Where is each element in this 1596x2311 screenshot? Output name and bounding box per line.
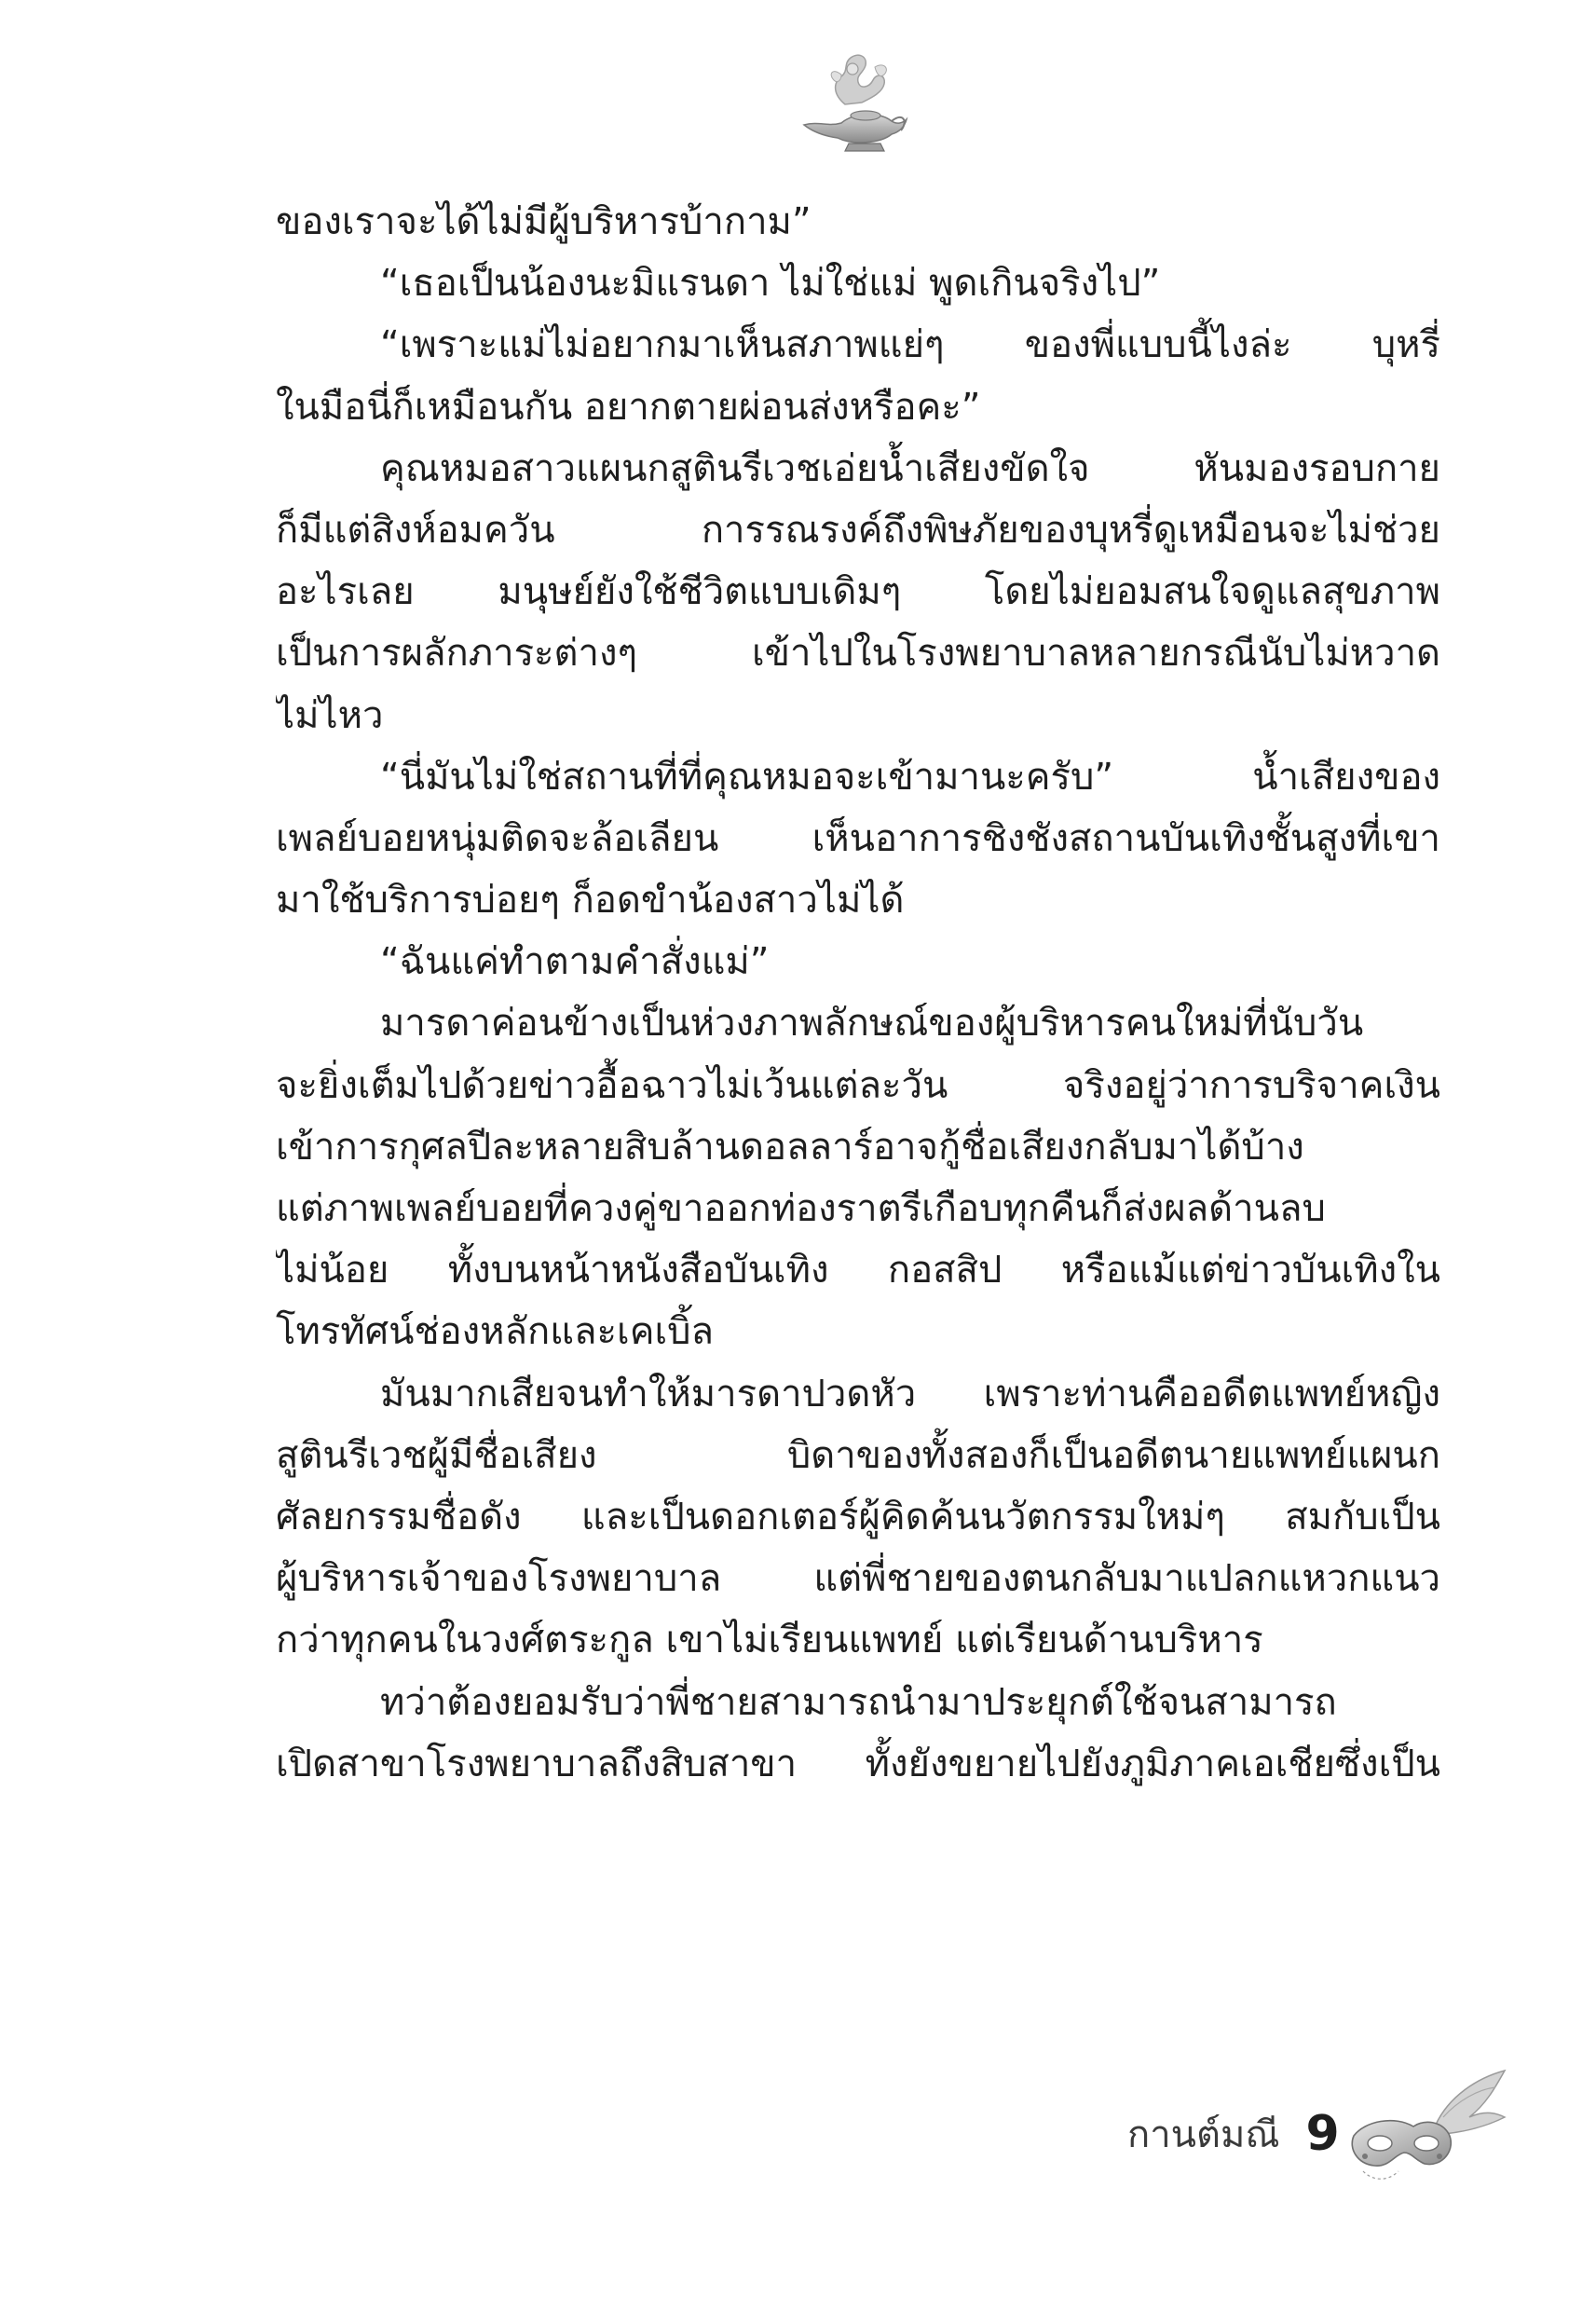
text-line: เป็นการผลักภาระต่างๆ เข้าไปในโรงพยาบาลหลายกรณีนับไม่หวาด [276, 632, 1440, 676]
book-title: กานต์มณี [1127, 2113, 1280, 2156]
page-number: 9 [1305, 2106, 1340, 2162]
text-line: สูตินรีเวชผู้มีชื่อเสียง บิดาของทั้งสองก็เป็นอดีตนายแพทย์แผนก [276, 1433, 1440, 1477]
text-line: มารดาค่อนข้างเป็นห่วงภาพลักษณ์ของผู้บริหารคนใหม่ที่นับวัน [380, 1002, 1364, 1046]
text-line: ทว่าต้องยอมรับว่าพี่ชายสามารถนำมาประยุกต์ใช้จนสามารถ [380, 1680, 1337, 1724]
text-line: “เพราะแม่ไม่อยากมาเห็นสภาพแย่ๆ ของพี่แบบนี้ไงล่ะ บุหรี่ [380, 323, 1440, 367]
text-line: กว่าทุกคนในวงศ์ตระกูล เขาไม่เรียนแพทย์ แต่เรียนด้านบริหาร [276, 1619, 1263, 1662]
masquerade-mask-icon [1346, 2059, 1514, 2199]
text-line: โทรทัศน์ช่องหลักและเคเบิ้ล [276, 1310, 715, 1354]
text-line: ผู้บริหารเจ้าของโรงพยาบาล แต่พี่ชายของตนกลับมาแปลกแหวกแนว [276, 1557, 1440, 1601]
text-line: ก็มีแต่สิงห์อมควัน การรณรงค์ถึงพิษภัยของบุหรี่ดูเหมือนจะไม่ช่วย [276, 508, 1440, 552]
text-line: คุณหมอสาวแผนกสูตินรีเวชเอ่ยน้ำเสียงขัดใจ หันมองรอบกาย [380, 446, 1440, 490]
text-line: ของเราจะได้ไม่มีผู้บริหารบ้ากาม” [276, 200, 812, 243]
text-line: มาใช้บริการบ่อยๆ ก็อดขำน้องสาวไม่ได้ [276, 879, 905, 923]
text-line: “ฉันแค่ทำตามคำสั่งแม่” [380, 940, 770, 984]
text-line: “เธอเป็นน้องนะมิแรนดา ไม่ใช่แม่ พูดเกินจริงไป” [380, 262, 1161, 306]
page-footer [1127, 2092, 1340, 2176]
body-text [276, 191, 1440, 1795]
text-line: ศัลยกรรมชื่อดัง และเป็นดอกเตอร์ผู้คิดค้นนวัตกรรมใหม่ๆ สมกับเป็น [276, 1495, 1440, 1538]
cupid-genie-lamp-icon [787, 47, 913, 172]
text-line: อะไรเลย มนุษย์ยังใช้ชีวิตแบบเดิมๆ โดยไม่ยอมสนใจดูแลสุขภาพ [276, 570, 1440, 614]
text-line: เข้าการกุศลปีละหลายสิบล้านดอลลาร์อาจกู้ชื่อเสียงกลับมาได้บ้าง [276, 1125, 1304, 1169]
text-line: เปิดสาขาโรงพยาบาลถึงสิบสาขา ทั้งยังขยายไปยังภูมิภาคเอเชียซึ่งเป็น [276, 1742, 1440, 1785]
text-line: ไม่ไหว [276, 693, 384, 737]
text-line: ในมือนี่ก็เหมือนกัน อยากตายผ่อนส่งหรือคะ” [276, 385, 981, 429]
text-line: ไม่น้อย ทั้งบนหน้าหนังสือบันเทิง กอสสิป หรือแม้แต่ข่าวบันเทิงใน [276, 1249, 1440, 1292]
text-line: เพลย์บอยหนุ่มติดจะล้อเลียน เห็นอาการชิงชังสถานบันเทิงชั้นสูงที่เขา [276, 816, 1440, 860]
text-line: จะยิ่งเต็มไปด้วยข่าวอื้อฉาวไม่เว้นแต่ละวัน จริงอยู่ว่าการบริจาคเงิน [276, 1063, 1440, 1107]
text-line: แต่ภาพเพลย์บอยที่ควงคู่ขาออกท่องราตรีเกือบทุกคืนก็ส่งผลด้านลบ [276, 1187, 1326, 1230]
text-line: มันมากเสียจนทำให้มารดาปวดหัว เพราะท่านคืออดีตแพทย์หญิง [380, 1372, 1440, 1415]
text-line: “นี่มันไม่ใช่สถานที่ที่คุณหมอจะเข้ามานะครับ” น้ำเสียงของ [380, 755, 1440, 799]
